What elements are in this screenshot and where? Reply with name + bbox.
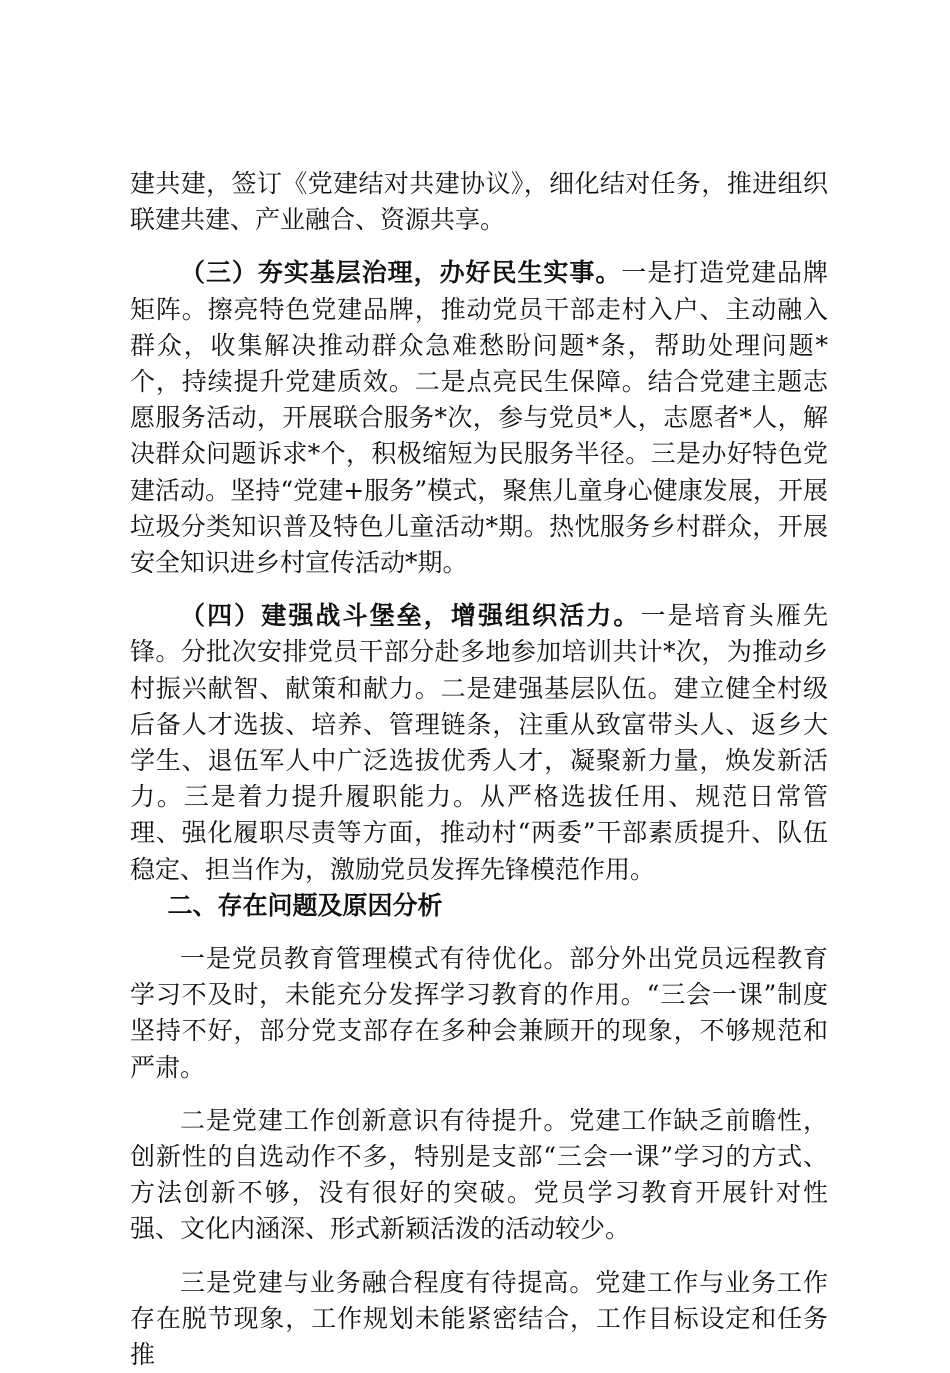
paragraph-continuation xyxy=(130,166,828,238)
paragraph-body: 一是培育头雁先锋。分批次安排党员干部分赴多地参加培训共计*次，为推动乡村振兴献智、献策和献力。二是建强基层队伍。建立健全村级后备人才选拔、培养、管理链条，注重从致富带头人、返乡大学生、退伍军人中广泛选拔优秀人才，凝聚新力量，焕发新活力。三是着力提升履职能力。从严格选拔任用、规范日常管理、强化履职尽责等方面，推动村“两委”干部素质提升、队伍稳定、担当作为，激励党员发挥先锋模范作用。 xyxy=(130,601,828,884)
paragraph-section-4 xyxy=(130,598,828,888)
paragraph-body: 一是党员教育管理模式有待优化。部分外出党员远程教育学习不及时，未能充分发挥学习教育的作用。“三会一课”制度坚持不好，部分党支部存在多种会兼顾开的现象，不够规范和严肃。 xyxy=(130,944,828,1082)
paragraph-issue-3 xyxy=(130,1265,828,1373)
document-page xyxy=(130,166,828,1373)
section-3-heading: （三）夯实基层治理，办好民生实事。 xyxy=(180,258,622,288)
paragraph-body: 一是打造党建品牌矩阵。擦亮特色党建品牌，推动党员干部走村入户、主动融入群众，收集解决推动群众急难愁盼问题*条，帮助处理问题*个，持续提升党建质效。二是点亮民生保障。结合党建主题志愿服务活动，开展联合服务*次，参与党员*人，志愿者*人，解决群众问题诉求*个，积极缩短为民服务半径。三是办好特色党建活动。坚持“党建+服务”模式，聚焦儿童身心健康发展，开展垃圾分类知识普及特色儿童活动*期。热忱服务乡村群众，开展安全知识进乡村宣传活动*期。 xyxy=(130,258,828,578)
paragraph-body: 二是党建工作创新意识有待提升。党建工作缺乏前瞻性，创新性的自选动作不多，特别是支部“三会一课”学习的方式、方法创新不够，没有很好的突破。党员学习教育开展针对性强、文化内涵深、形式新颖活泼的活动较少。 xyxy=(130,1105,828,1244)
chapter-heading: 二、存在问题及原因分析 xyxy=(167,890,443,920)
paragraph-body: 建共建，签订《党建结对共建协议》，细化结对任务，推进组织联建共建、产业融合、资源共享。 xyxy=(130,169,828,235)
section-4-heading: （四）建强战斗堡垒，增强组织活力。 xyxy=(180,601,641,631)
paragraph-issue-2 xyxy=(130,1103,828,1248)
paragraph-section-3 xyxy=(130,255,828,581)
paragraph-body: 三是党建与业务融合程度有待提高。党建工作与业务工作存在脱节现象，工作规划未能紧密结合，工作目标设定和任务推 xyxy=(130,1267,828,1370)
paragraph-issue-1 xyxy=(130,941,828,1086)
